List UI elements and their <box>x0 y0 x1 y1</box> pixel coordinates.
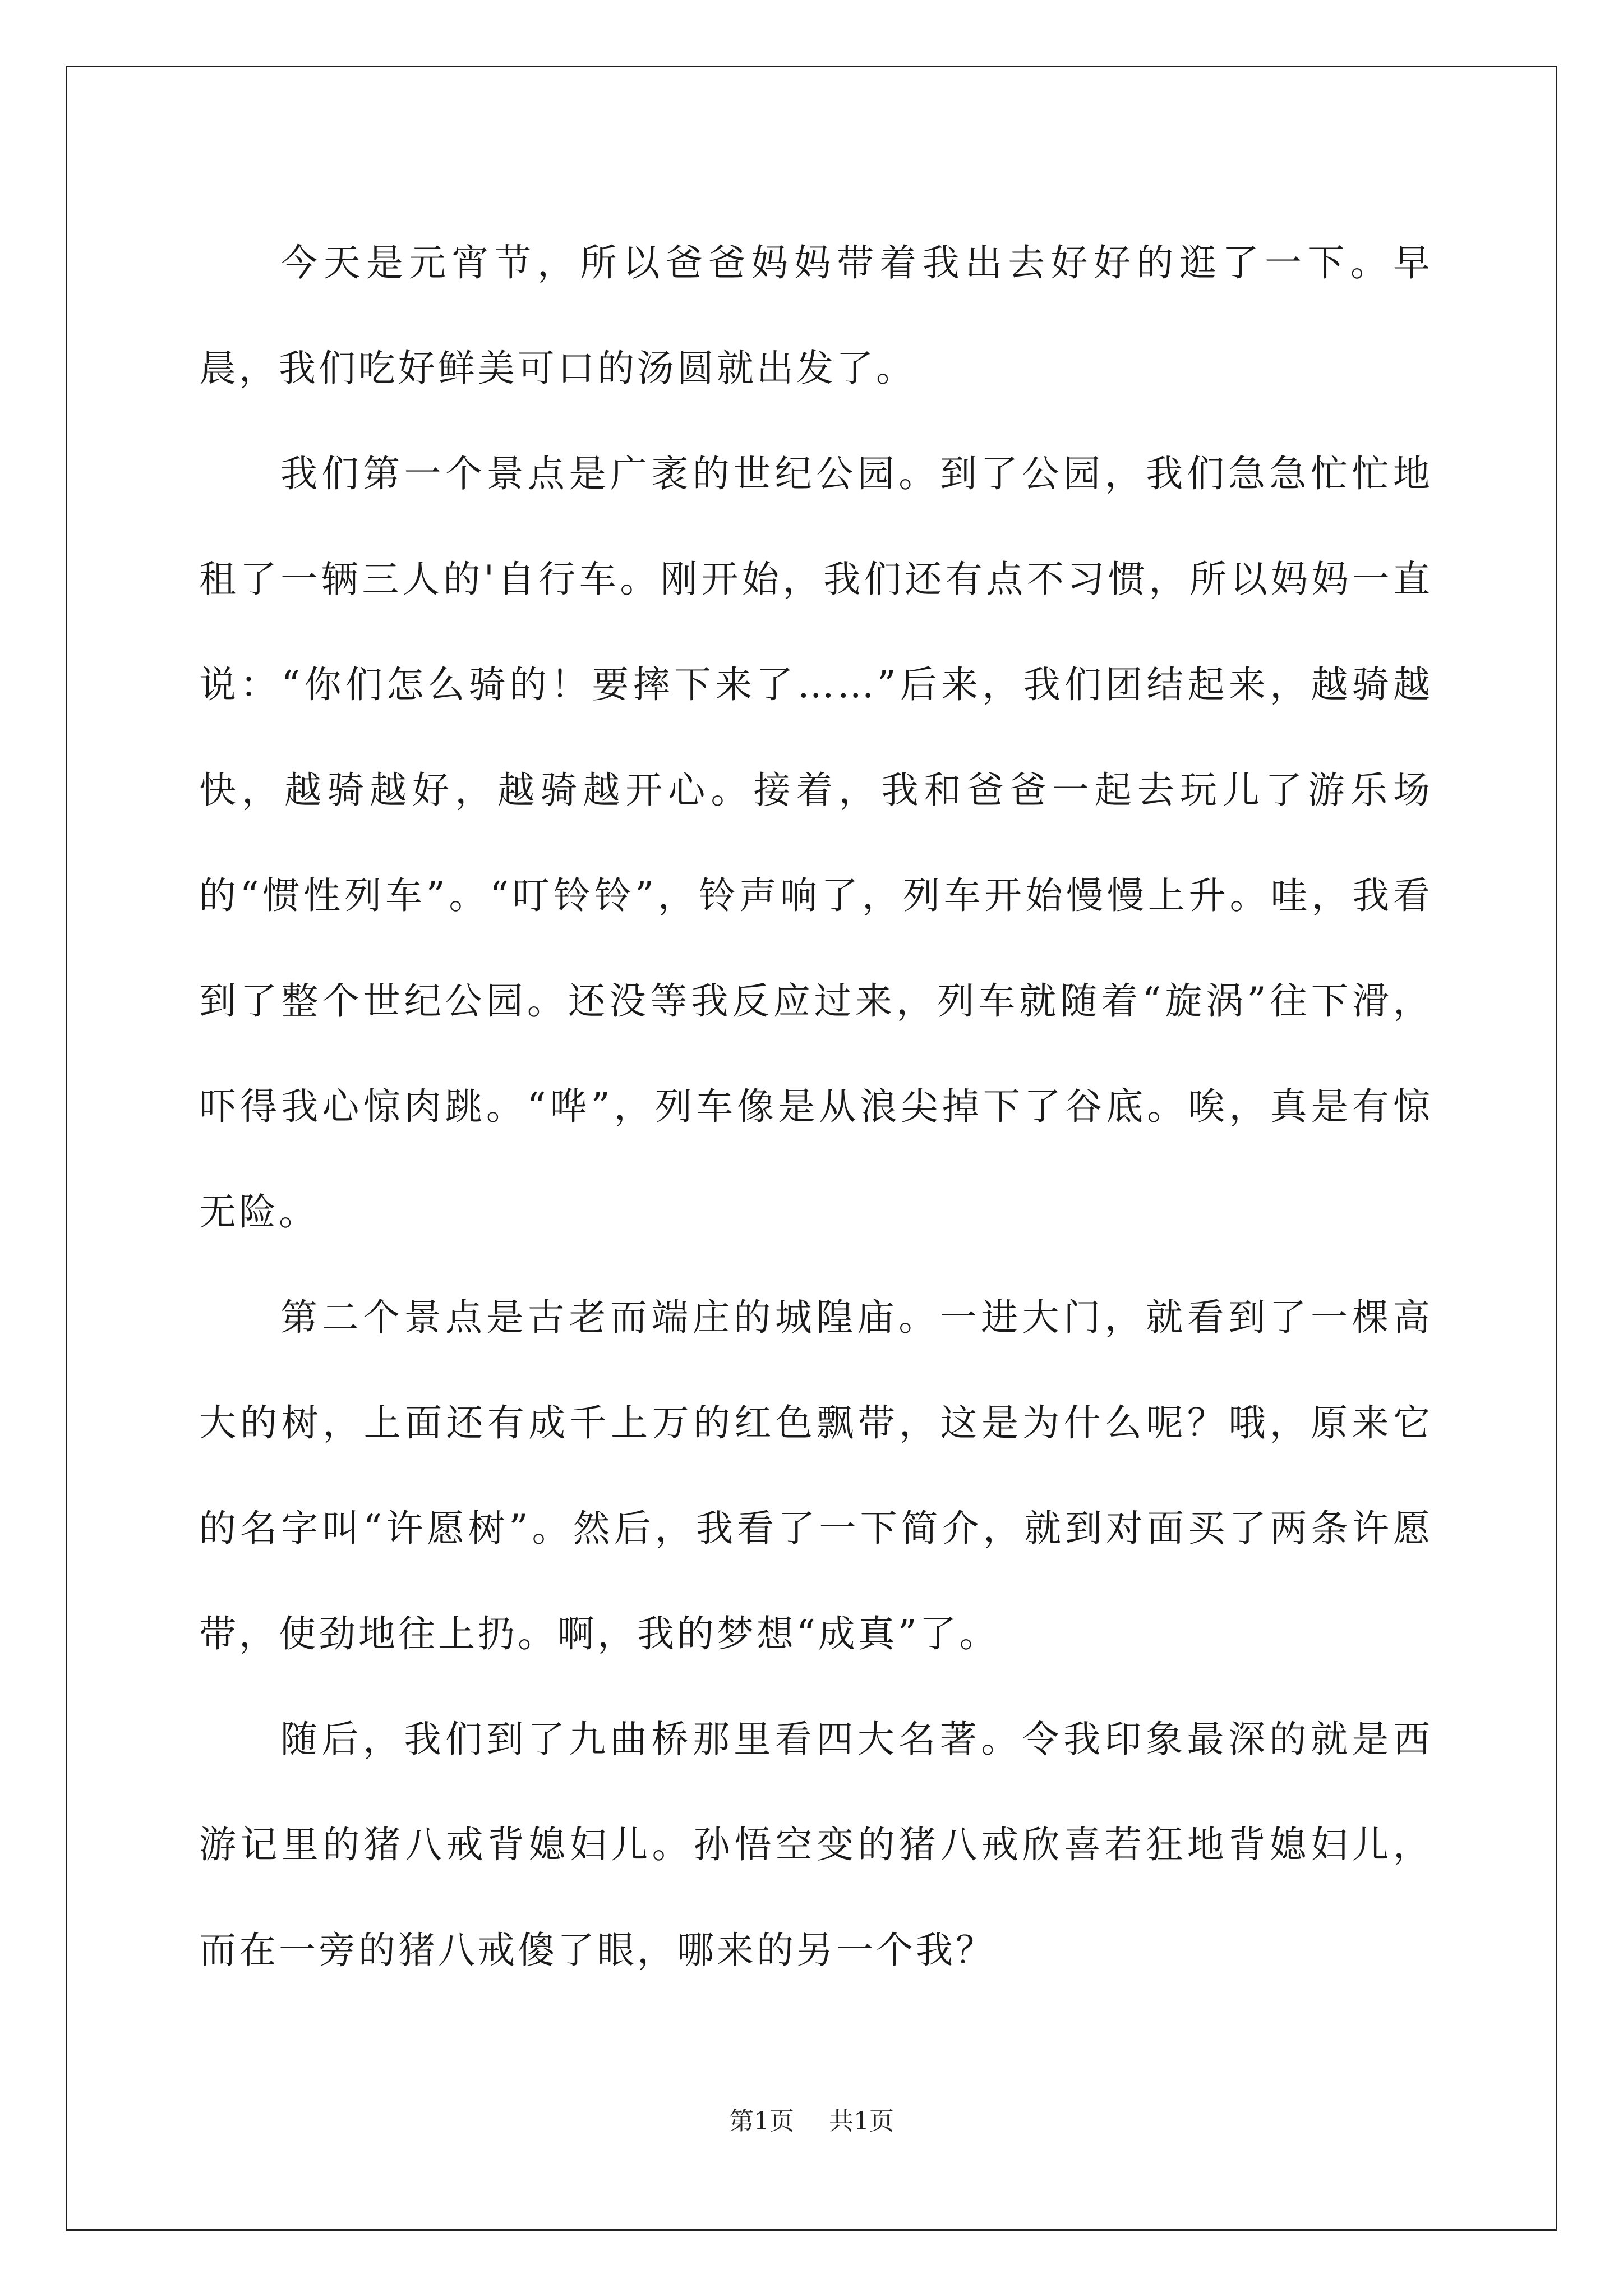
document-body <box>199 210 1433 2003</box>
paragraph-4: 随后，我们到了九曲桥那里看四大名著。令我印象最深的就是西游记里的猪八戒背媳妇儿。孙悟空变的猪八戒欣喜若狂地背媳妇儿，而在一旁的猪八戒傻了眼，哪来的另一个我？ <box>199 1718 1433 1972</box>
paragraph-2: 我们第一个景点是广袤的世纪公园。到了公园，我们急急忙忙地租了一辆三人的'自行车。刚开始，我们还有点不习惯，所以妈妈一直说：“你们怎么骑的！要摔下来了……”后来，我们团结起来，越骑越快，越骑越好，越骑越开心。接着，我和爸爸一起去玩儿了游乐场的“惯性列车”。“叮铃铃”，铃声响了，列车开始慢慢上升。哇，我看到了整个世纪公园。还没等我反应过来，列车就随着“旋涡”往下滑，吓得我心惊肉跳。“哗”，列车像是从浪尖掉下了谷底。唉，真是有惊无险。 <box>199 452 1433 1234</box>
page-footer <box>0 2101 1623 2137</box>
paragraph-1: 今天是元宵节，所以爸爸妈妈带着我出去好好的逛了一下。早晨，我们吃好鲜美可口的汤圆就出发了。 <box>199 241 1433 390</box>
paragraph-3: 第二个景点是古老而端庄的城隍庙。一进大门，就看到了一棵高大的树，上面还有成千上万的红色飘带，这是为什么呢？哦，原来它的名字叫“许愿树”。然后，我看了一下简介，就到对面买了两条许愿带，使劲地往上扔。啊，我的梦想“成真”了。 <box>199 1296 1433 1655</box>
page-total: 共1页 <box>829 2107 894 2136</box>
page-number: 第1页 <box>729 2107 794 2136</box>
